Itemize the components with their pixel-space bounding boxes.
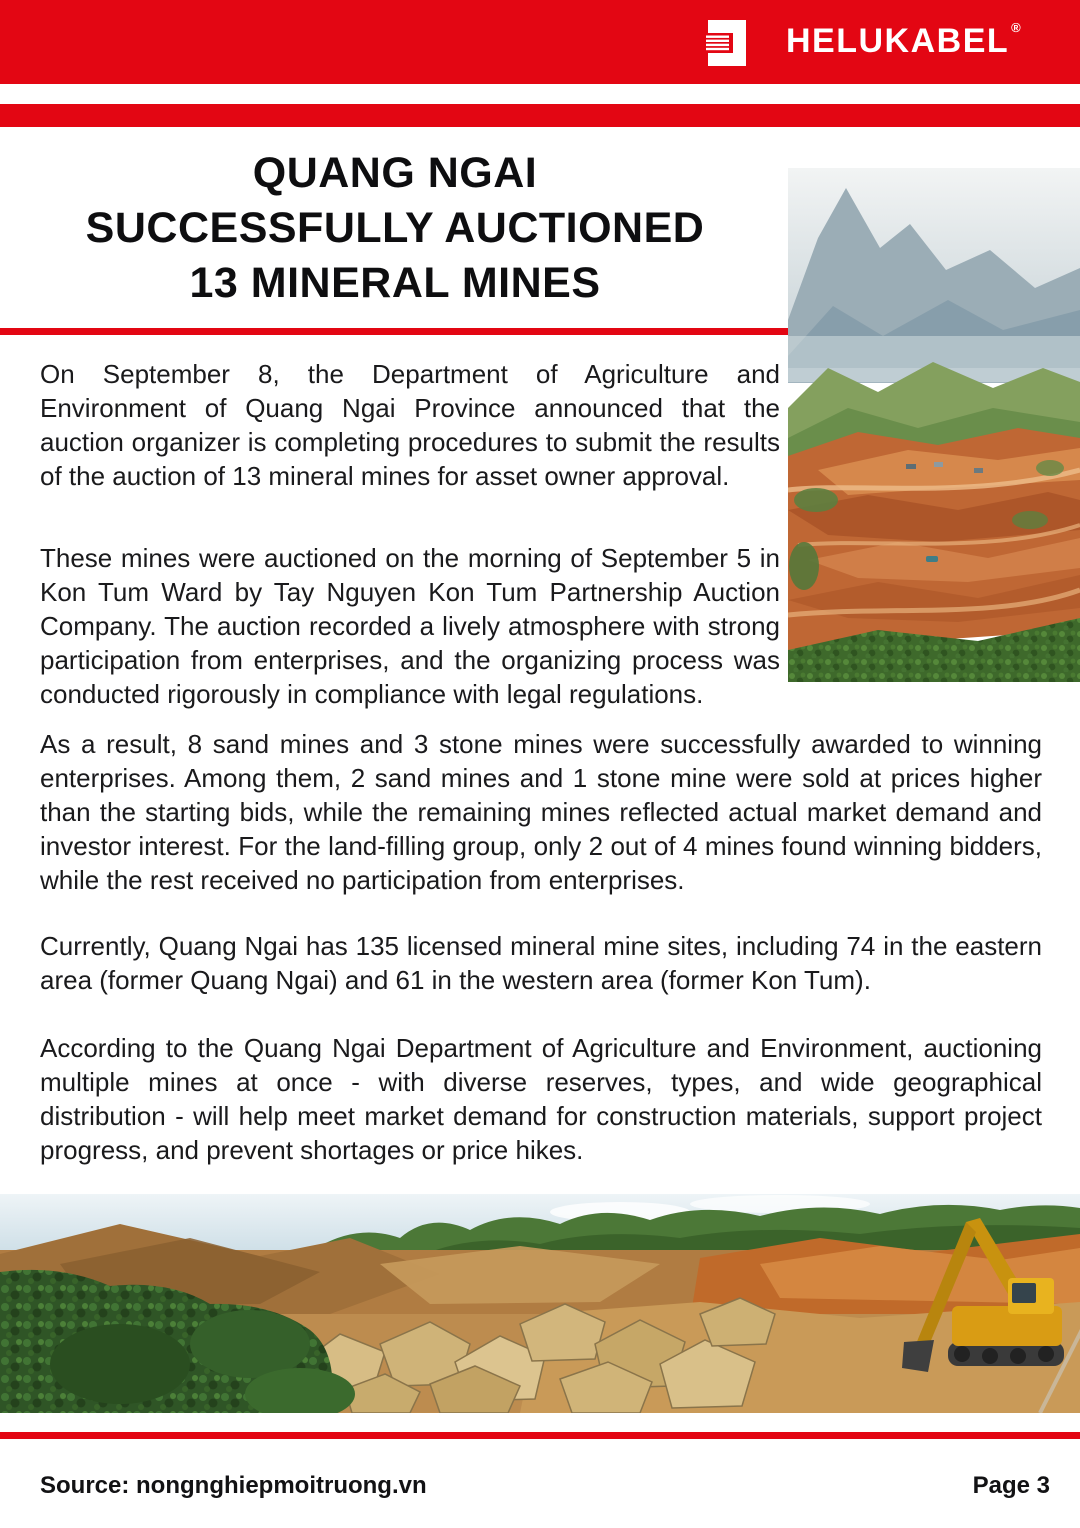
article-paragraph-3: As a result, 8 sand mines and 3 stone mines were successfully awarded to winning enterprises. Among them, 2 sand mines and 1 stone mine were sold at prices higher than the starting bids, while the remaining mines reflected actual market demand and investor interest. For the land-filling group, only 2 out of 4 mines found winning bidders, while the rest received no participation from enterprises.: [40, 729, 1042, 895]
registered-trademark-symbol: ®: [1011, 20, 1021, 35]
title-underline-rule: [0, 328, 788, 335]
article-title-line-2: SUCCESSFULLY AUCTIONED: [85, 204, 705, 252]
helukabel-logo: [706, 18, 1021, 66]
mine-aerial-photo: [788, 168, 1080, 682]
brand-name: HELUKABEL: [786, 22, 1010, 60]
header-bar: [0, 0, 1080, 84]
article-title-line-3: 13 MINERAL MINES: [189, 259, 601, 307]
quarry-photo: [0, 1194, 1080, 1413]
helukabel-logo-icon: [706, 20, 748, 66]
article-paragraph-5: According to the Quang Ngai Department of Agriculture and Environment, auctioning multiple mines at once - with diverse reserves, types, and wide geographical distribution - will help meet market demand for construction materials, support project progress, and prevent shortages or price hikes.: [40, 1033, 1042, 1165]
article-title-line-1: QUANG NGAI: [252, 149, 538, 197]
source-credit: Source: nongnghiepmoitruong.vn: [40, 1472, 427, 1499]
article-title: [0, 146, 790, 311]
footer-accent-rule: [0, 1432, 1080, 1439]
mine-aerial-photo-art: [788, 168, 1080, 682]
article-paragraph-4: Currently, Quang Ngai has 135 licensed mineral mine sites, including 74 in the eastern area (former Quang Ngai) and 61 in the western area (former Kon Tum).: [40, 931, 1042, 995]
article-paragraph-1: On September 8, the Department of Agriculture and Environment of Quang Ngai Province announced that the auction organizer is completing procedures to submit the results of the auction of 13 mineral mines for asset owner approval.: [40, 359, 780, 491]
quarry-photo-art: [0, 1194, 1080, 1413]
article-paragraph-2: These mines were auctioned on the morning of September 5 in Kon Tum Ward by Tay Nguyen Kon Tum Partnership Auction Company. The auction recorded a lively atmosphere with strong participation from enterprises, and the organizing process was conducted rigorously in compliance with legal regulations.: [40, 543, 780, 709]
page-number: Page 3: [972, 1472, 1050, 1499]
header-accent-stripe: [0, 104, 1080, 127]
